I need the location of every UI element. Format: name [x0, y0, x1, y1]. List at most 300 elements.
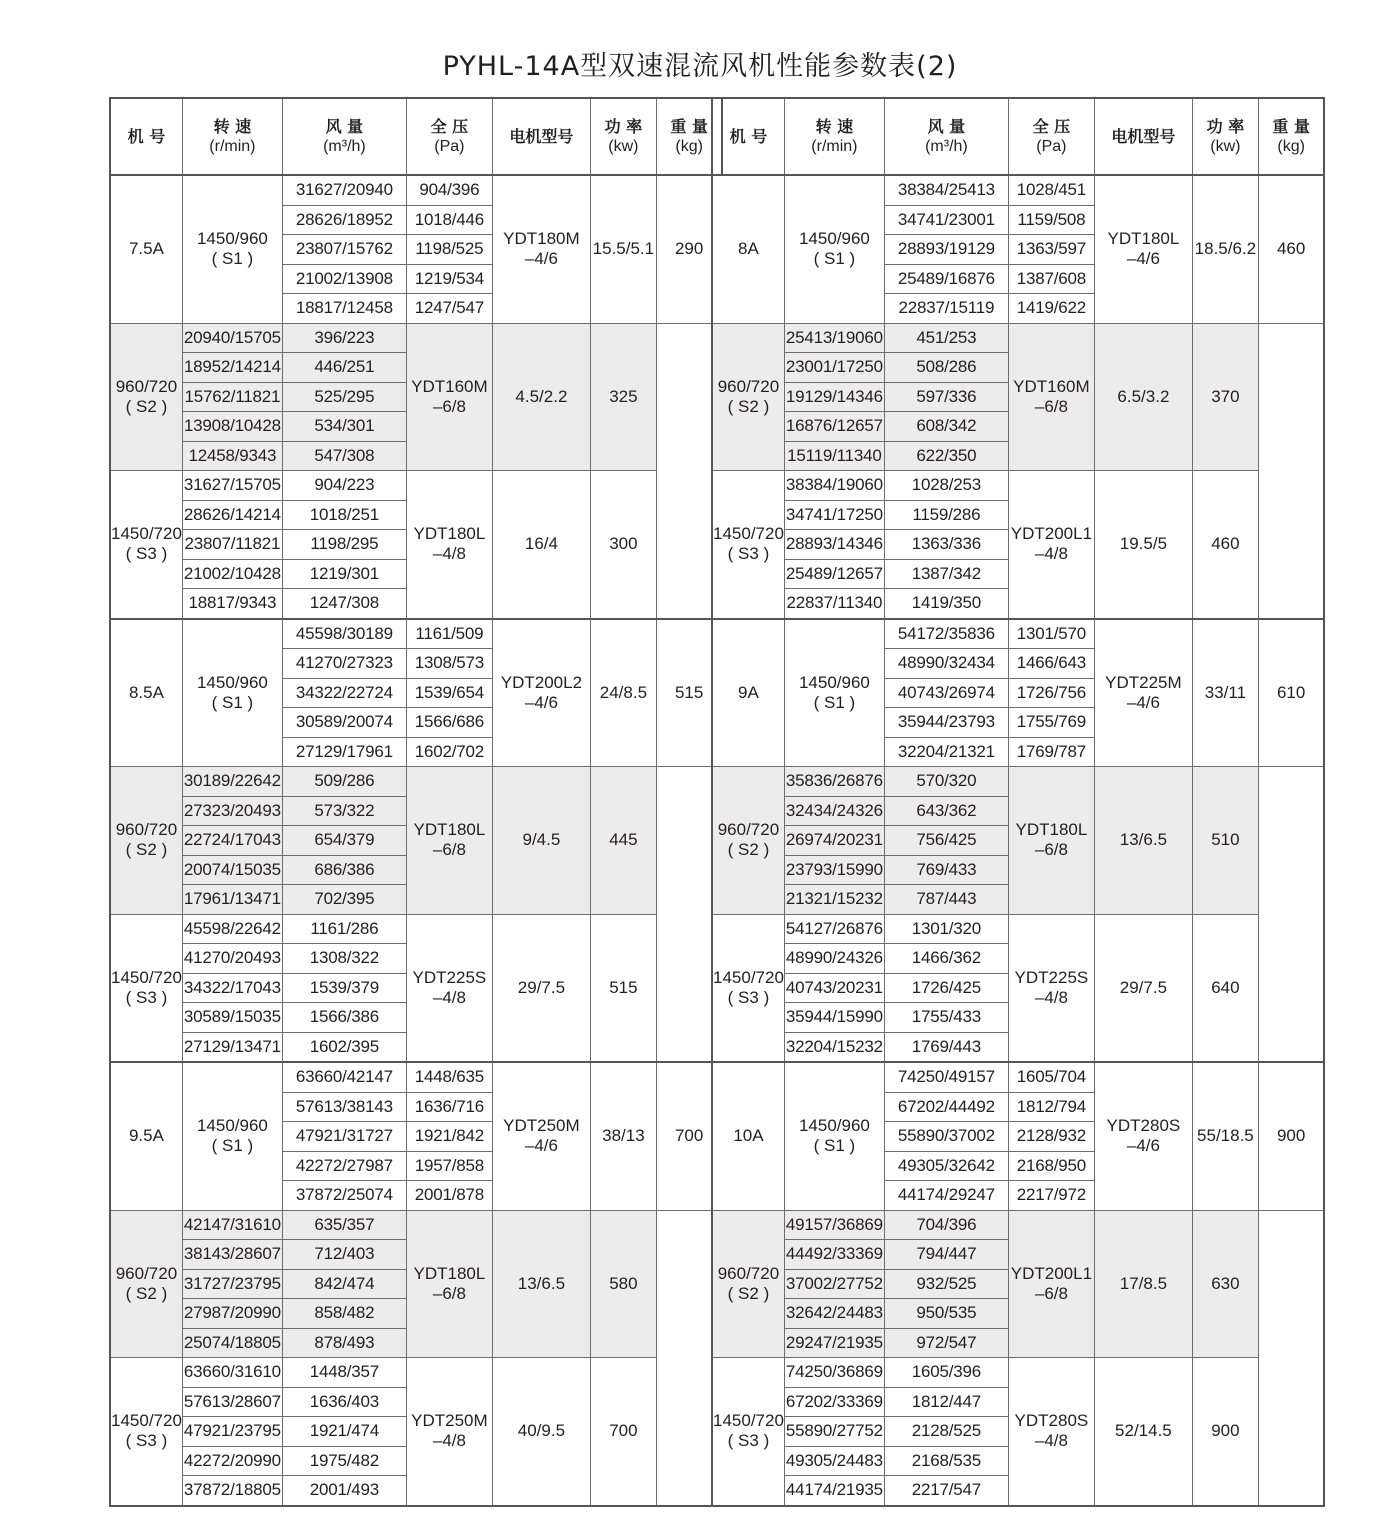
pressure-cell: 1301/570 — [1008, 619, 1094, 649]
speed-group — [712, 1210, 1324, 1358]
airflow-cell: 47921/23795 — [182, 1417, 282, 1447]
motor-model-cell: YDT250M –4/6 — [492, 1062, 590, 1210]
airflow-cell: 34741/17250 — [784, 500, 884, 530]
airflow-cell: 22837/11340 — [784, 589, 884, 619]
motor-model-cell: YDT225S –4/8 — [406, 914, 492, 1062]
airflow-cell: 16876/12657 — [784, 412, 884, 442]
speed-cell: 1450/720 ( S3 ) — [110, 914, 182, 1062]
airflow-cell: 32204/15232 — [784, 1032, 884, 1062]
airflow-cell: 42272/27987 — [282, 1151, 406, 1181]
fan-model-cell: 8A — [712, 175, 784, 323]
pressure-cell: 1726/425 — [884, 973, 1008, 1003]
airflow-cell: 32642/24483 — [784, 1299, 884, 1329]
airflow-cell: 49157/36869 — [784, 1210, 884, 1240]
speed-cell: 1450/960 ( S1 ) — [182, 175, 282, 323]
motor-model-cell: YDT180L –6/8 — [1008, 767, 1094, 915]
speed-group — [712, 175, 1324, 323]
pressure-cell: 1539/379 — [282, 973, 406, 1003]
airflow-cell: 49305/24483 — [784, 1446, 884, 1476]
weight-cell: 580 — [590, 1210, 656, 1358]
airflow-cell: 55890/37002 — [884, 1122, 1008, 1152]
airflow-cell: 48990/32434 — [884, 649, 1008, 679]
pressure-cell: 547/308 — [282, 441, 406, 471]
power-cell: 16/4 — [492, 471, 590, 619]
airflow-cell: 48990/24326 — [784, 944, 884, 974]
pressure-cell: 1419/622 — [1008, 294, 1094, 324]
power-cell: 40/9.5 — [492, 1358, 590, 1506]
airflow-cell: 42147/31610 — [182, 1210, 282, 1240]
airflow-cell: 27129/17961 — [282, 737, 406, 767]
pressure-cell: 2001/493 — [282, 1476, 406, 1506]
header-speed: 转 速 (r/min) — [784, 98, 884, 175]
pressure-cell: 1198/295 — [282, 530, 406, 560]
pressure-cell: 1636/716 — [406, 1092, 492, 1122]
pressure-cell: 704/396 — [884, 1210, 1008, 1240]
pressure-cell: 1219/301 — [282, 559, 406, 589]
pressure-cell: 1602/702 — [406, 737, 492, 767]
weight-cell: 700 — [590, 1358, 656, 1506]
header-power: 功 率 (kw) — [590, 98, 656, 175]
pressure-cell: 1605/704 — [1008, 1062, 1094, 1092]
table-row — [712, 1358, 1324, 1388]
pressure-cell: 1419/350 — [884, 589, 1008, 619]
speed-group — [712, 767, 1324, 915]
pressure-cell: 635/357 — [282, 1210, 406, 1240]
motor-model-cell: YDT180L –6/8 — [406, 767, 492, 915]
airflow-cell: 25489/12657 — [784, 559, 884, 589]
table-row — [110, 767, 722, 797]
weight-cell: 900 — [1192, 1358, 1258, 1506]
pressure-cell: 858/482 — [282, 1299, 406, 1329]
pressure-cell: 1161/286 — [282, 914, 406, 944]
pressure-cell: 1387/608 — [1008, 264, 1094, 294]
power-cell: 13/6.5 — [492, 1210, 590, 1358]
power-cell: 52/14.5 — [1094, 1358, 1192, 1506]
table-row — [110, 1358, 722, 1388]
motor-model-cell: YDT280S –4/6 — [1094, 1062, 1192, 1210]
pressure-cell: 1448/357 — [282, 1358, 406, 1388]
pressure-cell: 1159/508 — [1008, 205, 1094, 235]
weight-cell: 445 — [590, 767, 656, 915]
airflow-cell: 38384/25413 — [884, 175, 1008, 205]
airflow-cell: 12458/9343 — [182, 441, 282, 471]
speed-cell: 960/720 ( S2 ) — [110, 767, 182, 915]
motor-model-cell: YDT160M –6/8 — [406, 323, 492, 471]
airflow-cell: 32204/21321 — [884, 737, 1008, 767]
motor-model-cell: YDT250M –4/8 — [406, 1358, 492, 1506]
airflow-cell: 18817/9343 — [182, 589, 282, 619]
performance-table-left — [109, 97, 723, 1507]
pressure-cell: 451/253 — [884, 323, 1008, 353]
pressure-cell: 932/525 — [884, 1269, 1008, 1299]
power-cell: 6.5/3.2 — [1094, 323, 1192, 471]
header-row — [712, 98, 1324, 175]
pressure-cell: 1308/322 — [282, 944, 406, 974]
speed-group — [712, 471, 1324, 619]
speed-cell: 1450/960 ( S1 ) — [784, 175, 884, 323]
motor-model-cell: YDT280S –4/8 — [1008, 1358, 1094, 1506]
table-row — [712, 767, 1324, 797]
header-speed: 转 速 (r/min) — [182, 98, 282, 175]
pressure-cell: 878/493 — [282, 1328, 406, 1358]
motor-model-cell: YDT200L1 –4/8 — [1008, 471, 1094, 619]
airflow-cell: 74250/49157 — [884, 1062, 1008, 1092]
speed-cell: 1450/720 ( S3 ) — [712, 914, 784, 1062]
power-cell: 38/13 — [590, 1062, 656, 1210]
pressure-cell: 1159/286 — [884, 500, 1008, 530]
airflow-cell: 63660/31610 — [182, 1358, 282, 1388]
airflow-cell: 23807/15762 — [282, 235, 406, 265]
airflow-cell: 19129/14346 — [784, 382, 884, 412]
speed-cell: 960/720 ( S2 ) — [712, 323, 784, 471]
airflow-cell: 44174/21935 — [784, 1476, 884, 1506]
motor-model-cell: YDT160M –6/8 — [1008, 323, 1094, 471]
table-row — [110, 175, 722, 205]
pressure-cell: 1018/446 — [406, 205, 492, 235]
header-weight: 重 量 (kg) — [656, 98, 722, 175]
speed-group — [110, 914, 722, 1062]
airflow-cell: 21002/10428 — [182, 559, 282, 589]
pressure-cell: 525/295 — [282, 382, 406, 412]
weight-cell: 515 — [590, 914, 656, 1062]
fan-model-cell: 7.5A — [110, 175, 182, 323]
airflow-cell: 27129/13471 — [182, 1032, 282, 1062]
airflow-cell: 55890/27752 — [784, 1417, 884, 1447]
airflow-cell: 23807/11821 — [182, 530, 282, 560]
airflow-cell: 37872/18805 — [182, 1476, 282, 1506]
header-power: 功 率 (kw) — [1192, 98, 1258, 175]
speed-cell: 1450/720 ( S3 ) — [712, 1358, 784, 1506]
pressure-cell: 1636/403 — [282, 1387, 406, 1417]
table-row — [110, 914, 722, 944]
speed-group — [110, 619, 722, 767]
header-row — [110, 98, 722, 175]
power-cell: 24/8.5 — [590, 619, 656, 767]
pressure-cell: 2001/878 — [406, 1181, 492, 1211]
pressure-cell: 1812/794 — [1008, 1092, 1094, 1122]
speed-cell: 960/720 ( S2 ) — [712, 1210, 784, 1358]
speed-group — [110, 1062, 722, 1210]
pressure-cell: 1247/308 — [282, 589, 406, 619]
speed-group — [712, 619, 1324, 767]
airflow-cell: 35836/26876 — [784, 767, 884, 797]
weight-cell: 460 — [1258, 175, 1324, 323]
pressure-cell: 1028/451 — [1008, 175, 1094, 205]
power-cell: 15.5/5.1 — [590, 175, 656, 323]
motor-model-cell: YDT180L –4/6 — [1094, 175, 1192, 323]
airflow-cell: 30589/20074 — [282, 708, 406, 738]
airflow-cell: 20074/15035 — [182, 855, 282, 885]
airflow-cell: 37872/25074 — [282, 1181, 406, 1211]
speed-group — [110, 323, 722, 471]
power-cell: 19.5/5 — [1094, 471, 1192, 619]
pressure-cell: 1363/336 — [884, 530, 1008, 560]
table-row — [712, 914, 1324, 944]
pressure-cell: 2128/525 — [884, 1417, 1008, 1447]
airflow-cell: 44492/33369 — [784, 1240, 884, 1270]
airflow-cell: 21321/15232 — [784, 885, 884, 915]
airflow-cell: 54127/26876 — [784, 914, 884, 944]
weight-cell: 325 — [590, 323, 656, 471]
airflow-cell: 31627/15705 — [182, 471, 282, 501]
weight-cell: 370 — [1192, 323, 1258, 471]
pressure-cell: 904/223 — [282, 471, 406, 501]
pressure-cell: 1301/320 — [884, 914, 1008, 944]
pressure-cell: 1812/447 — [884, 1387, 1008, 1417]
airflow-cell: 40743/26974 — [884, 678, 1008, 708]
weight-cell: 300 — [590, 471, 656, 619]
speed-group — [110, 471, 722, 619]
header-pressure: 全 压 (Pa) — [406, 98, 492, 175]
power-cell: 18.5/6.2 — [1192, 175, 1258, 323]
pressure-cell: 1755/433 — [884, 1003, 1008, 1033]
speed-cell: 1450/960 ( S1 ) — [182, 1062, 282, 1210]
pressure-cell: 787/443 — [884, 885, 1008, 915]
power-cell: 17/8.5 — [1094, 1210, 1192, 1358]
pressure-cell: 1448/635 — [406, 1062, 492, 1092]
speed-cell: 960/720 ( S2 ) — [110, 1210, 182, 1358]
header-airflow: 风 量 (m³/h) — [884, 98, 1008, 175]
airflow-cell: 25489/16876 — [884, 264, 1008, 294]
weight-cell: 630 — [1192, 1210, 1258, 1358]
power-cell: 9/4.5 — [492, 767, 590, 915]
header-model: 机 号 — [712, 98, 784, 175]
motor-model-cell: YDT180M –4/6 — [492, 175, 590, 323]
speed-group — [712, 1358, 1324, 1506]
airflow-cell: 15119/11340 — [784, 441, 884, 471]
airflow-cell: 31627/20940 — [282, 175, 406, 205]
airflow-cell: 30189/22642 — [182, 767, 282, 797]
pressure-cell: 1247/547 — [406, 294, 492, 324]
airflow-cell: 37002/27752 — [784, 1269, 884, 1299]
power-cell: 55/18.5 — [1192, 1062, 1258, 1210]
pressure-cell: 509/286 — [282, 767, 406, 797]
pressure-cell: 1605/396 — [884, 1358, 1008, 1388]
speed-cell: 960/720 ( S2 ) — [712, 767, 784, 915]
pressure-cell: 1539/654 — [406, 678, 492, 708]
airflow-cell: 29247/21935 — [784, 1328, 884, 1358]
power-cell: 33/11 — [1192, 619, 1258, 767]
pressure-cell: 654/379 — [282, 826, 406, 856]
airflow-cell: 21002/13908 — [282, 264, 406, 294]
airflow-cell: 47921/31727 — [282, 1122, 406, 1152]
pressure-cell: 1957/858 — [406, 1151, 492, 1181]
airflow-cell: 32434/24326 — [784, 796, 884, 826]
airflow-cell: 44174/29247 — [884, 1181, 1008, 1211]
pressure-cell: 622/350 — [884, 441, 1008, 471]
weight-cell: 460 — [1192, 471, 1258, 619]
pressure-cell: 2168/535 — [884, 1446, 1008, 1476]
airflow-cell: 57613/38143 — [282, 1092, 406, 1122]
airflow-cell: 54172/35836 — [884, 619, 1008, 649]
pressure-cell: 2128/932 — [1008, 1122, 1094, 1152]
table-row — [712, 1210, 1324, 1240]
header-weight: 重 量 (kg) — [1258, 98, 1324, 175]
pressure-cell: 1219/534 — [406, 264, 492, 294]
speed-group — [110, 1358, 722, 1506]
airflow-cell: 25413/19060 — [784, 323, 884, 353]
power-cell: 13/6.5 — [1094, 767, 1192, 915]
pressure-cell: 2217/972 — [1008, 1181, 1094, 1211]
pressure-cell: 608/342 — [884, 412, 1008, 442]
airflow-cell: 25074/18805 — [182, 1328, 282, 1358]
pressure-cell: 1769/787 — [1008, 737, 1094, 767]
table-row — [712, 471, 1324, 501]
fan-model-cell: 9.5A — [110, 1062, 182, 1210]
airflow-cell: 28893/14346 — [784, 530, 884, 560]
airflow-cell: 45598/30189 — [282, 619, 406, 649]
airflow-cell: 28626/14214 — [182, 500, 282, 530]
speed-cell: 1450/720 ( S3 ) — [110, 471, 182, 619]
airflow-cell: 41270/27323 — [282, 649, 406, 679]
motor-model-cell: YDT200L1 –6/8 — [1008, 1210, 1094, 1358]
pressure-cell: 1602/395 — [282, 1032, 406, 1062]
speed-cell: 1450/720 ( S3 ) — [110, 1358, 182, 1506]
airflow-cell: 23001/17250 — [784, 353, 884, 383]
airflow-cell: 22837/15119 — [884, 294, 1008, 324]
header-pressure: 全 压 (Pa) — [1008, 98, 1094, 175]
motor-model-cell: YDT180L –6/8 — [406, 1210, 492, 1358]
table-row — [110, 1062, 722, 1092]
airflow-cell: 17961/13471 — [182, 885, 282, 915]
speed-cell: 1450/960 ( S1 ) — [784, 1062, 884, 1210]
pressure-cell: 972/547 — [884, 1328, 1008, 1358]
airflow-cell: 22724/17043 — [182, 826, 282, 856]
airflow-cell: 34741/23001 — [884, 205, 1008, 235]
airflow-cell: 42272/20990 — [182, 1446, 282, 1476]
airflow-cell: 34322/17043 — [182, 973, 282, 1003]
pressure-cell: 1769/443 — [884, 1032, 1008, 1062]
table-row — [712, 619, 1324, 649]
airflow-cell: 20940/15705 — [182, 323, 282, 353]
airflow-cell: 18817/12458 — [282, 294, 406, 324]
airflow-cell: 67202/33369 — [784, 1387, 884, 1417]
pressure-cell: 597/336 — [884, 382, 1008, 412]
table-row — [712, 175, 1324, 205]
airflow-cell: 28893/19129 — [884, 235, 1008, 265]
airflow-cell: 18952/14214 — [182, 353, 282, 383]
pressure-cell: 1975/482 — [282, 1446, 406, 1476]
airflow-cell: 38384/19060 — [784, 471, 884, 501]
pressure-cell: 794/447 — [884, 1240, 1008, 1270]
pressure-cell: 950/535 — [884, 1299, 1008, 1329]
pressure-cell: 1466/643 — [1008, 649, 1094, 679]
airflow-cell: 74250/36869 — [784, 1358, 884, 1388]
pressure-cell: 1921/474 — [282, 1417, 406, 1447]
power-cell: 4.5/2.2 — [492, 323, 590, 471]
pressure-cell: 1566/386 — [282, 1003, 406, 1033]
airflow-cell: 26974/20231 — [784, 826, 884, 856]
airflow-cell: 30589/15035 — [182, 1003, 282, 1033]
pressure-cell: 1466/362 — [884, 944, 1008, 974]
weight-cell: 640 — [1192, 914, 1258, 1062]
speed-group — [712, 914, 1324, 1062]
airflow-cell: 40743/20231 — [784, 973, 884, 1003]
airflow-cell: 41270/20493 — [182, 944, 282, 974]
pressure-cell: 1387/342 — [884, 559, 1008, 589]
fan-model-cell: 9A — [712, 619, 784, 767]
airflow-cell: 49305/32642 — [884, 1151, 1008, 1181]
speed-cell: 1450/960 ( S1 ) — [784, 619, 884, 767]
airflow-cell: 13908/10428 — [182, 412, 282, 442]
pressure-cell: 769/433 — [884, 855, 1008, 885]
power-cell: 29/7.5 — [492, 914, 590, 1062]
speed-group — [712, 1062, 1324, 1210]
airflow-cell: 35944/23793 — [884, 708, 1008, 738]
pressure-cell: 1726/756 — [1008, 678, 1094, 708]
motor-model-cell: YDT225S –4/8 — [1008, 914, 1094, 1062]
pressure-cell: 570/320 — [884, 767, 1008, 797]
weight-cell: 510 — [1192, 767, 1258, 915]
performance-table-right — [711, 97, 1325, 1507]
pressure-cell: 1198/525 — [406, 235, 492, 265]
speed-cell: 1450/720 ( S3 ) — [712, 471, 784, 619]
pressure-cell: 702/395 — [282, 885, 406, 915]
airflow-cell: 23793/15990 — [784, 855, 884, 885]
airflow-cell: 31727/23795 — [182, 1269, 282, 1299]
pressure-cell: 2168/950 — [1008, 1151, 1094, 1181]
pressure-cell: 534/301 — [282, 412, 406, 442]
pressure-cell: 1363/597 — [1008, 235, 1094, 265]
airflow-cell: 27987/20990 — [182, 1299, 282, 1329]
pressure-cell: 1018/251 — [282, 500, 406, 530]
pressure-cell: 712/403 — [282, 1240, 406, 1270]
table-row — [110, 619, 722, 649]
airflow-cell: 34322/22724 — [282, 678, 406, 708]
table-row — [712, 1062, 1324, 1092]
fan-model-cell: 8.5A — [110, 619, 182, 767]
speed-group — [712, 323, 1324, 471]
fan-model-cell: 10A — [712, 1062, 784, 1210]
airflow-cell: 63660/42147 — [282, 1062, 406, 1092]
pressure-cell: 1308/573 — [406, 649, 492, 679]
pressure-cell: 573/322 — [282, 796, 406, 826]
airflow-cell: 28626/18952 — [282, 205, 406, 235]
table-row — [110, 1210, 722, 1240]
pressure-cell: 643/362 — [884, 796, 1008, 826]
pressure-cell: 508/286 — [884, 353, 1008, 383]
pressure-cell: 1161/509 — [406, 619, 492, 649]
table-row — [110, 323, 722, 353]
weight-cell: 700 — [656, 1062, 722, 1210]
airflow-cell: 45598/22642 — [182, 914, 282, 944]
pressure-cell: 396/223 — [282, 323, 406, 353]
pressure-cell: 2217/547 — [884, 1476, 1008, 1506]
speed-cell: 1450/960 ( S1 ) — [182, 619, 282, 767]
pressure-cell: 1921/842 — [406, 1122, 492, 1152]
motor-model-cell: YDT180L –4/8 — [406, 471, 492, 619]
header-motor: 电机型号 — [1094, 98, 1192, 175]
speed-group — [110, 1210, 722, 1358]
airflow-cell: 35944/15990 — [784, 1003, 884, 1033]
weight-cell: 515 — [656, 619, 722, 767]
pressure-cell: 446/251 — [282, 353, 406, 383]
airflow-cell: 67202/44492 — [884, 1092, 1008, 1122]
pressure-cell: 686/386 — [282, 855, 406, 885]
pressure-cell: 756/425 — [884, 826, 1008, 856]
page-title: PYHL-14A型双速混流风机性能参数表(2) — [442, 51, 958, 82]
speed-group — [110, 767, 722, 915]
header-motor: 电机型号 — [492, 98, 590, 175]
pressure-cell: 1566/686 — [406, 708, 492, 738]
pressure-cell: 1028/253 — [884, 471, 1008, 501]
airflow-cell: 38143/28607 — [182, 1240, 282, 1270]
speed-group — [110, 175, 722, 323]
pressure-cell: 1755/769 — [1008, 708, 1094, 738]
airflow-cell: 27323/20493 — [182, 796, 282, 826]
motor-model-cell: YDT225M –4/6 — [1094, 619, 1192, 767]
table-row — [110, 471, 722, 501]
